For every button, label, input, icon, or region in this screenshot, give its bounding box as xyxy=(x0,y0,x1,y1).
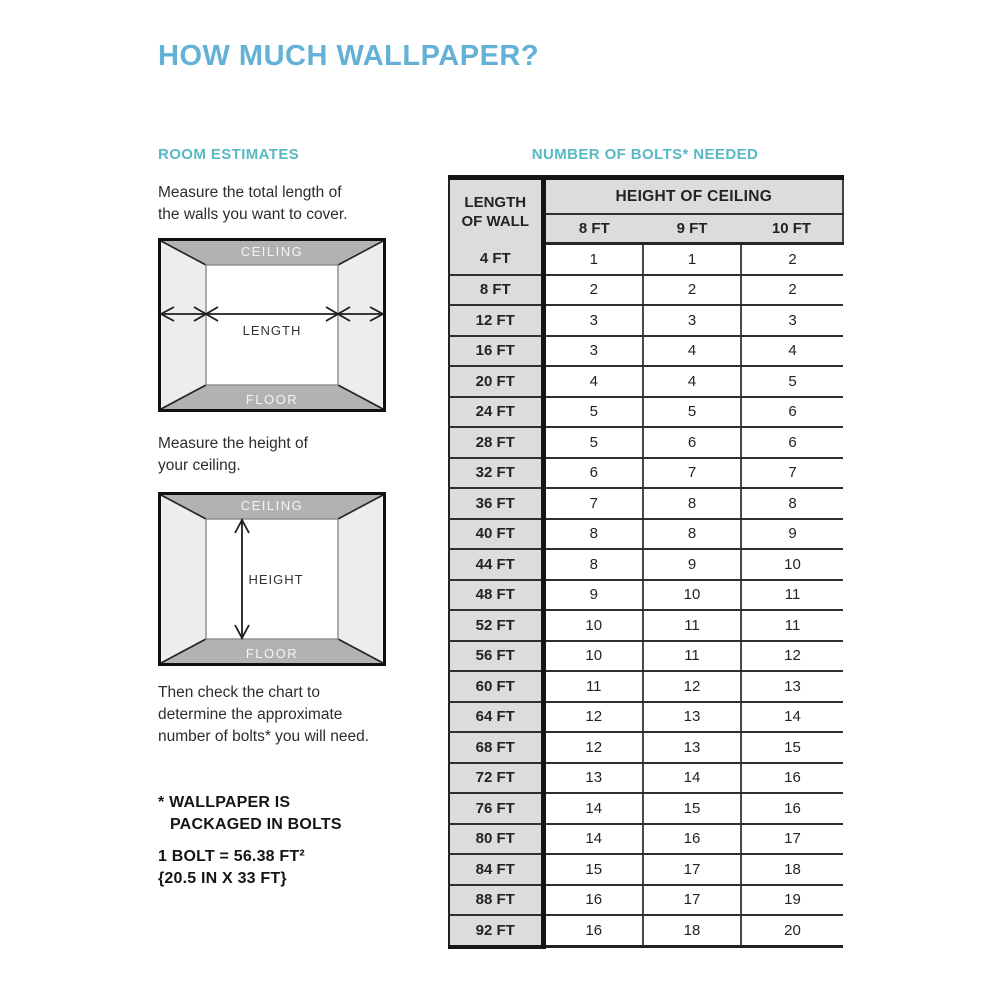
bolts-8ft-cell: 7 xyxy=(543,488,643,519)
bolts-10ft-cell: 17 xyxy=(741,824,843,855)
wall-length-cell: 28 FT xyxy=(449,427,543,458)
bolts-8ft-cell: 1 xyxy=(543,244,643,275)
header-line: LENGTH xyxy=(464,193,527,211)
bolts-8ft-cell: 14 xyxy=(543,824,643,855)
instruction-line: Measure the total length of xyxy=(158,184,342,201)
room-estimates-heading: ROOM ESTIMATES xyxy=(158,146,300,163)
bolts-9ft-cell: 16 xyxy=(643,824,741,855)
bolt-size-line: {20.5 IN X 33 FT} xyxy=(158,870,287,887)
wall-length-cell: 48 FT xyxy=(449,580,543,611)
height-label: HEIGHT xyxy=(248,572,304,587)
instruction-check-chart xyxy=(158,682,369,748)
wall-length-cell: 52 FT xyxy=(449,610,543,641)
bolts-8ft-cell: 5 xyxy=(543,397,643,428)
bolts-10ft-cell: 15 xyxy=(741,732,843,763)
table-row xyxy=(449,305,843,336)
table-row xyxy=(449,580,843,611)
wall-length-cell: 76 FT xyxy=(449,793,543,824)
table-row xyxy=(449,641,843,672)
wall-length-cell: 88 FT xyxy=(449,885,543,916)
wall-length-cell: 40 FT xyxy=(449,519,543,550)
bolts-8ft-cell: 13 xyxy=(543,763,643,794)
table-row xyxy=(449,366,843,397)
wall-length-cell: 8 FT xyxy=(449,275,543,306)
bolts-8ft-cell: 8 xyxy=(543,549,643,580)
bolts-8ft-cell: 8 xyxy=(543,519,643,550)
table-row xyxy=(449,275,843,306)
bolts-8ft-cell: 16 xyxy=(543,885,643,916)
instruction-line: number of bolts* you will need. xyxy=(158,728,370,745)
bolts-8ft-cell: 12 xyxy=(543,702,643,733)
bolts-9ft-cell: 10 xyxy=(643,580,741,611)
bolts-10ft-cell: 11 xyxy=(741,580,843,611)
bolts-10ft-cell: 8 xyxy=(741,488,843,519)
ceiling-label: CEILING xyxy=(240,244,304,259)
table-row xyxy=(449,915,843,947)
bolts-table-section xyxy=(448,146,842,949)
wall-length-cell: 92 FT xyxy=(449,915,543,947)
footnote-line: PACKAGED IN BOLTS xyxy=(170,816,342,833)
page-title: HOW MUCH WALLPAPER? xyxy=(158,40,540,72)
wall-length-cell: 24 FT xyxy=(449,397,543,428)
bolts-8ft-cell: 16 xyxy=(543,915,643,947)
bolts-9ft-cell: 6 xyxy=(643,427,741,458)
bolts-8ft-cell: 10 xyxy=(543,610,643,641)
wall-length-cell: 72 FT xyxy=(449,763,543,794)
bolts-9ft-cell: 4 xyxy=(643,366,741,397)
bolts-10ft-cell: 11 xyxy=(741,610,843,641)
bolts-10ft-cell: 10 xyxy=(741,549,843,580)
bolts-10ft-cell: 16 xyxy=(741,763,843,794)
bolt-size-info xyxy=(158,846,305,890)
bolts-10ft-cell: 6 xyxy=(741,397,843,428)
bolts-8ft-cell: 5 xyxy=(543,427,643,458)
bolts-10ft-cell: 19 xyxy=(741,885,843,916)
table-row xyxy=(449,824,843,855)
bolts-9ft-cell: 13 xyxy=(643,702,741,733)
bolts-10ft-cell: 12 xyxy=(741,641,843,672)
length-label: LENGTH xyxy=(242,323,302,338)
footnote-line: * WALLPAPER IS xyxy=(158,794,291,811)
bolts-9ft-cell: 2 xyxy=(643,275,741,306)
bolts-8ft-cell: 9 xyxy=(543,580,643,611)
room-diagram-height xyxy=(158,492,386,666)
bolts-9ft-cell: 17 xyxy=(643,885,741,916)
bolts-10ft-cell: 6 xyxy=(741,427,843,458)
ceiling-10ft-header: 10 FT xyxy=(741,214,843,244)
bolts-8ft-cell: 3 xyxy=(543,305,643,336)
bolts-9ft-cell: 1 xyxy=(643,244,741,275)
table-row xyxy=(449,732,843,763)
wall-length-cell: 60 FT xyxy=(449,671,543,702)
bolts-10ft-cell: 2 xyxy=(741,244,843,275)
wall-length-cell: 12 FT xyxy=(449,305,543,336)
instruction-line: determine the approximate xyxy=(158,706,343,723)
ceiling-8ft-header: 8 FT xyxy=(543,214,643,244)
header-line: OF WALL xyxy=(461,212,529,230)
table-row xyxy=(449,671,843,702)
bolts-9ft-cell: 14 xyxy=(643,763,741,794)
floor-label: FLOOR xyxy=(245,646,299,661)
bolts-9ft-cell: 11 xyxy=(643,610,741,641)
table-row xyxy=(449,336,843,367)
instruction-line: Then check the chart to xyxy=(158,684,320,701)
table-row xyxy=(449,397,843,428)
wall-length-cell: 84 FT xyxy=(449,854,543,885)
wall-length-cell: 16 FT xyxy=(449,336,543,367)
table-row xyxy=(449,427,843,458)
bolts-9ft-cell: 7 xyxy=(643,458,741,489)
wall-length-cell: 56 FT xyxy=(449,641,543,672)
bolts-9ft-cell: 8 xyxy=(643,488,741,519)
instruction-line: Measure the height of xyxy=(158,435,308,452)
table-row xyxy=(449,793,843,824)
bolts-10ft-cell: 3 xyxy=(741,305,843,336)
table-row xyxy=(449,458,843,489)
bolts-10ft-cell: 7 xyxy=(741,458,843,489)
bolts-10ft-cell: 5 xyxy=(741,366,843,397)
table-body xyxy=(449,244,843,947)
bolts-10ft-cell: 4 xyxy=(741,336,843,367)
bolts-9ft-cell: 12 xyxy=(643,671,741,702)
instruction-line: the walls you want to cover. xyxy=(158,206,348,223)
table-row xyxy=(449,885,843,916)
bolts-9ft-cell: 17 xyxy=(643,854,741,885)
wall-length-cell: 20 FT xyxy=(449,366,543,397)
wall-length-cell: 44 FT xyxy=(449,549,543,580)
table-row xyxy=(449,763,843,794)
bolts-9ft-cell: 3 xyxy=(643,305,741,336)
bolts-8ft-cell: 10 xyxy=(543,641,643,672)
wall-length-cell: 64 FT xyxy=(449,702,543,733)
bolts-8ft-cell: 3 xyxy=(543,336,643,367)
bolts-9ft-cell: 11 xyxy=(643,641,741,672)
table-row xyxy=(449,488,843,519)
bolts-table xyxy=(448,175,844,949)
instruction-measure-height xyxy=(158,433,308,477)
bolts-8ft-cell: 11 xyxy=(543,671,643,702)
length-of-wall-header xyxy=(449,178,543,244)
table-row xyxy=(449,610,843,641)
bolts-9ft-cell: 15 xyxy=(643,793,741,824)
instruction-measure-length xyxy=(158,182,348,226)
floor-label: FLOOR xyxy=(245,392,299,407)
bolts-footnote xyxy=(158,792,342,836)
bolts-9ft-cell: 9 xyxy=(643,549,741,580)
instruction-line: your ceiling. xyxy=(158,457,241,474)
wall-length-cell: 4 FT xyxy=(449,244,543,275)
bolts-9ft-cell: 18 xyxy=(643,915,741,947)
bolts-8ft-cell: 6 xyxy=(543,458,643,489)
bolts-10ft-cell: 20 xyxy=(741,915,843,947)
table-row xyxy=(449,244,843,275)
bolts-8ft-cell: 4 xyxy=(543,366,643,397)
table-row xyxy=(449,854,843,885)
bolts-10ft-cell: 14 xyxy=(741,702,843,733)
table-row xyxy=(449,702,843,733)
wall-length-cell: 68 FT xyxy=(449,732,543,763)
bolts-10ft-cell: 18 xyxy=(741,854,843,885)
wall-length-cell: 32 FT xyxy=(449,458,543,489)
wall-length-cell: 80 FT xyxy=(449,824,543,855)
bolt-size-line: 1 BOLT = 56.38 FT² xyxy=(158,848,305,865)
bolts-9ft-cell: 4 xyxy=(643,336,741,367)
table-row xyxy=(449,549,843,580)
bolts-10ft-cell: 9 xyxy=(741,519,843,550)
bolts-8ft-cell: 12 xyxy=(543,732,643,763)
bolts-9ft-cell: 8 xyxy=(643,519,741,550)
bolts-10ft-cell: 16 xyxy=(741,793,843,824)
bolts-10ft-cell: 2 xyxy=(741,275,843,306)
bolts-8ft-cell: 15 xyxy=(543,854,643,885)
bolts-needed-heading: NUMBER OF BOLTS* NEEDED xyxy=(531,146,759,163)
table-row xyxy=(449,519,843,550)
bolts-10ft-cell: 13 xyxy=(741,671,843,702)
wall-length-cell: 36 FT xyxy=(449,488,543,519)
bolts-9ft-cell: 5 xyxy=(643,397,741,428)
bolts-8ft-cell: 14 xyxy=(543,793,643,824)
ceiling-label: CEILING xyxy=(240,498,304,513)
bolts-8ft-cell: 2 xyxy=(543,275,643,306)
bolts-9ft-cell: 13 xyxy=(643,732,741,763)
room-diagram-length xyxy=(158,238,386,412)
ceiling-9ft-header: 9 FT xyxy=(643,214,741,244)
height-of-ceiling-header: HEIGHT OF CEILING xyxy=(543,178,843,215)
